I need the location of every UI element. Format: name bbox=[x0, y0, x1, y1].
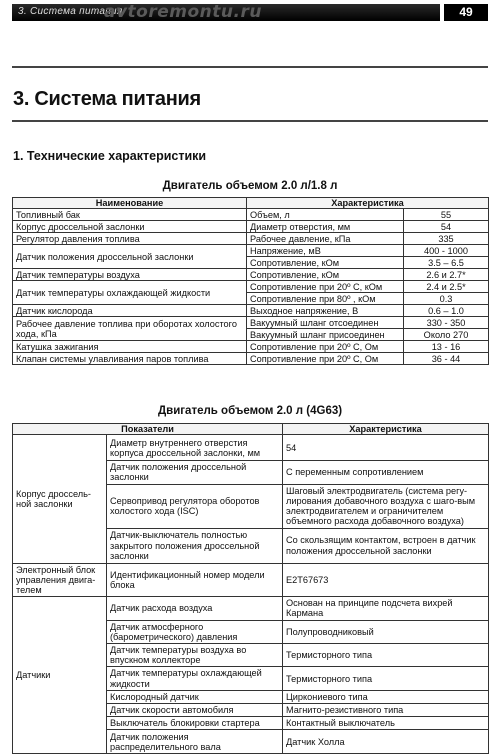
item-value: E2T67673 bbox=[283, 563, 489, 597]
item-value: Контактный выключатель bbox=[283, 717, 489, 730]
item-value: С переменным сопротивлением bbox=[283, 461, 489, 484]
value-cell: 0.6 – 1.0 bbox=[404, 305, 489, 317]
table1-caption: Двигатель объемом 2.0 л/1.8 л bbox=[162, 180, 338, 192]
param-cell: Напряжение, мВ bbox=[247, 245, 404, 257]
item-value: Термисторного типа bbox=[283, 667, 489, 690]
value-cell: 2.6 и 2.7* bbox=[404, 269, 489, 281]
value-cell: 0.3 bbox=[404, 293, 489, 305]
page-header bbox=[0, 0, 500, 27]
param-cell: Диаметр отверстия, мм bbox=[247, 221, 404, 233]
table-row bbox=[13, 597, 489, 620]
watermark: avtoremontu.ru bbox=[104, 2, 262, 22]
row-name: Датчик положения дроссельной заслонки bbox=[13, 245, 247, 269]
param-cell: Вакуумный шланг присоединен bbox=[247, 329, 404, 341]
table-row bbox=[13, 281, 489, 293]
specs-table-2 bbox=[12, 423, 489, 754]
param-cell: Выходное напряжение, В bbox=[247, 305, 404, 317]
item-name: Идентификационный номер модели блока bbox=[107, 563, 283, 597]
row-name: Катушка зажигания bbox=[13, 341, 247, 353]
item-value: Шаговый электродвигатель (система регу-лирования добавочного воздуха с шаго-вым электродвигателем и ограничителем объемного расхода добавочного воздуха) bbox=[283, 484, 489, 528]
column-header: Показатели bbox=[13, 424, 283, 435]
value-cell: 13 - 16 bbox=[404, 341, 489, 353]
row-name: Топливный бак bbox=[13, 209, 247, 221]
value-cell: Около 270 bbox=[404, 329, 489, 341]
param-cell: Сопротивление при 20º С, Ом bbox=[247, 353, 404, 365]
item-name: Датчик положения дроссельной заслонки bbox=[107, 461, 283, 484]
value-cell: 400 - 1000 bbox=[404, 245, 489, 257]
item-name: Сервопривод регулятора оборотов холостого хода (ISC) bbox=[107, 484, 283, 528]
table-row bbox=[13, 341, 489, 353]
item-name: Датчик температуры охлаждающей жидкости bbox=[107, 667, 283, 690]
table-row bbox=[13, 435, 489, 461]
value-cell: 36 - 44 bbox=[404, 353, 489, 365]
running-title: 3. Система питания bbox=[18, 6, 123, 17]
table2-caption: Двигатель объемом 2.0 л (4G63) bbox=[157, 405, 343, 417]
column-header: Наименование bbox=[13, 198, 247, 209]
value-cell: 335 bbox=[404, 233, 489, 245]
item-value: 54 bbox=[283, 435, 489, 461]
row-name: Регулятор давления топлива bbox=[13, 233, 247, 245]
item-value: Датчик Холла bbox=[283, 730, 489, 754]
item-name: Датчик расхода воздуха bbox=[107, 597, 283, 620]
row-name: Корпус дроссельной заслонки bbox=[13, 221, 247, 233]
specs-table-1 bbox=[12, 197, 489, 365]
value-cell: 2.4 и 2.5* bbox=[404, 281, 489, 293]
row-name: Рабочее давление топлива при оборотах холостого хода, кПа bbox=[13, 317, 247, 341]
table-row bbox=[13, 209, 489, 221]
item-name: Выключатель блокировки стартера bbox=[107, 717, 283, 730]
group-cell: Электронный блок управления двига-телем bbox=[13, 563, 107, 597]
param-cell: Сопротивление, кОм bbox=[247, 257, 404, 269]
item-name: Датчик скорости автомобиля bbox=[107, 704, 283, 717]
table-row bbox=[13, 305, 489, 317]
table-header-row bbox=[13, 198, 489, 209]
item-name: Датчик температуры воздуха во впускном коллекторе bbox=[107, 644, 283, 667]
table-header-row bbox=[13, 424, 489, 435]
column-header: Характеристика bbox=[283, 424, 489, 435]
item-name: Датчик атмосферного (барометрического) давления bbox=[107, 620, 283, 643]
table-row bbox=[13, 563, 489, 597]
param-cell: Вакуумный шланг отсоединен bbox=[247, 317, 404, 329]
item-value: Циркониевого типа bbox=[283, 690, 489, 703]
value-cell: 3.5 – 6.5 bbox=[404, 257, 489, 269]
row-name: Датчик температуры охлаждающей жидкости bbox=[13, 281, 247, 305]
param-cell: Сопротивление при 80º , кОм bbox=[247, 293, 404, 305]
item-name: Датчик-выключатель полностью закрытого положения дроссельной заслонки bbox=[107, 528, 283, 563]
value-cell: 54 bbox=[404, 221, 489, 233]
item-name: Датчик положения распределительного вала bbox=[107, 730, 283, 754]
column-header: Характеристика bbox=[247, 198, 489, 209]
top-rule bbox=[12, 66, 488, 68]
chapter-rule bbox=[12, 120, 488, 122]
row-name: Датчик температуры воздуха bbox=[13, 269, 247, 281]
table-row bbox=[13, 221, 489, 233]
table-row bbox=[13, 245, 489, 257]
section-title: 1. Технические характеристики bbox=[13, 149, 207, 163]
table-row bbox=[13, 233, 489, 245]
item-value: Полупроводниковый bbox=[283, 620, 489, 643]
value-cell: 55 bbox=[404, 209, 489, 221]
param-cell: Рабочее давление, кПа bbox=[247, 233, 404, 245]
item-value: Термисторного типа bbox=[283, 644, 489, 667]
item-name: Кислородный датчик bbox=[107, 690, 283, 703]
group-cell: Корпус дроссель-ной заслонки bbox=[13, 435, 107, 563]
row-name: Датчик кислорода bbox=[13, 305, 247, 317]
param-cell: Сопротивление, кОм bbox=[247, 269, 404, 281]
page-number: 49 bbox=[444, 4, 488, 21]
table-row bbox=[13, 317, 489, 329]
param-cell: Сопротивление при 20º С, Ом bbox=[247, 341, 404, 353]
value-cell: 330 - 350 bbox=[404, 317, 489, 329]
item-value: Магнито-резистивного типа bbox=[283, 704, 489, 717]
row-name: Клапан системы улавливания паров топлива bbox=[13, 353, 247, 365]
table-row bbox=[13, 269, 489, 281]
item-name: Диаметр внутреннего отверстия корпуса дроссельной заслонки, мм bbox=[107, 435, 283, 461]
table-row bbox=[13, 353, 489, 365]
item-value: Основан на принципе подсчета вихрей Кармана bbox=[283, 597, 489, 620]
param-cell: Объем, л bbox=[247, 209, 404, 221]
param-cell: Сопротивление при 20º С, кОм bbox=[247, 281, 404, 293]
item-value: Со скользящим контактом, встроен в датчик положения дроссельной заслонки bbox=[283, 528, 489, 563]
group-cell: Датчики bbox=[13, 597, 107, 754]
chapter-title: 3. Система питания bbox=[13, 88, 201, 110]
